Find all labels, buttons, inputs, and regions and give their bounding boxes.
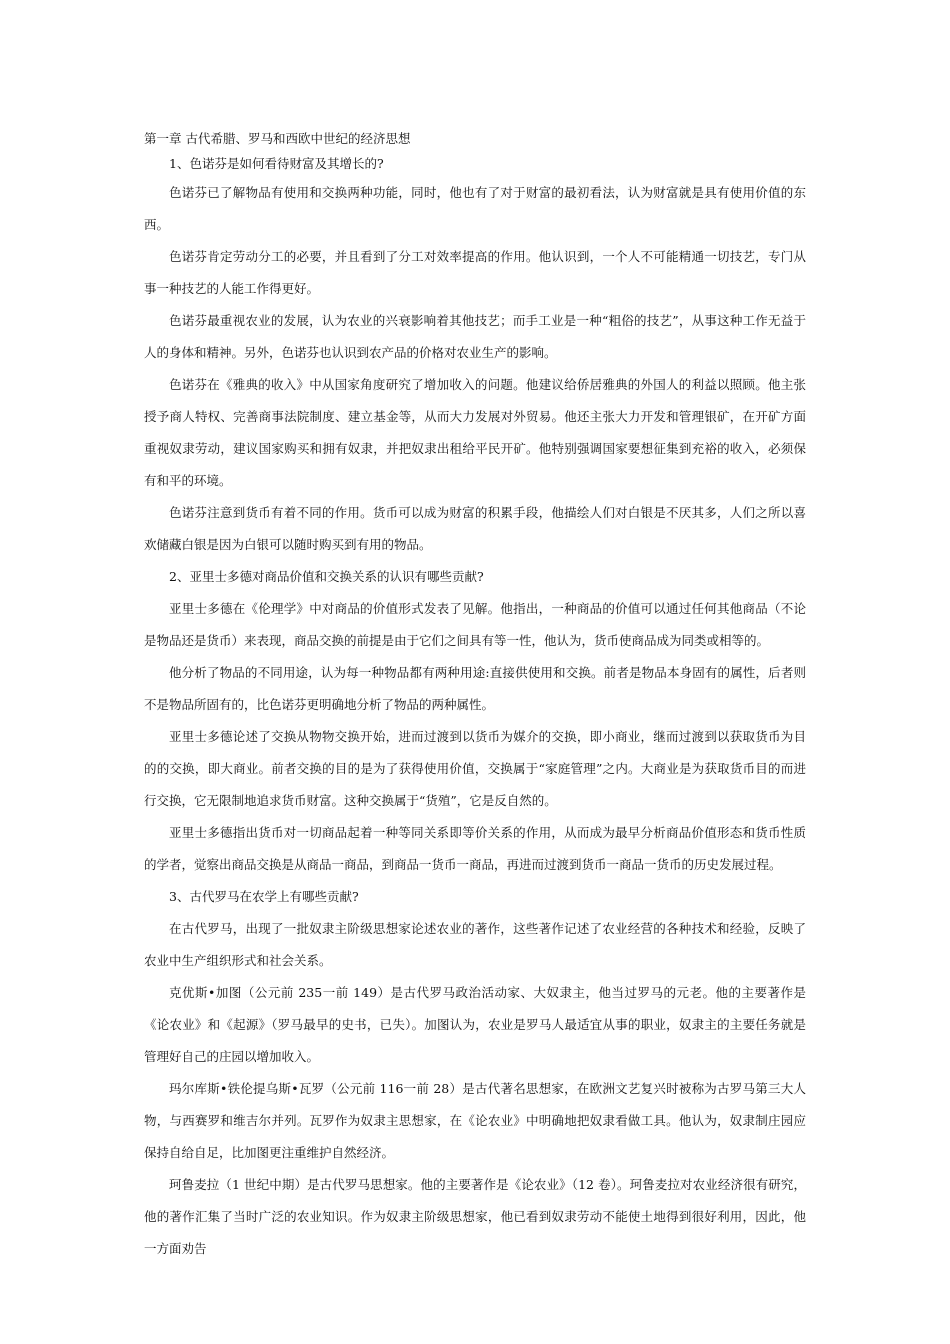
paragraph: 色诺芬在《雅典的收入》中从国家角度研究了增加收入的问题。他建议给侨居雅典的外国人的利益以照顾。他主张授予商人特权、完善商事法院制度、建立基金等，从而大力发展对外贸易。他还主张大力开发和管理银矿，在开矿方面重视奴隶劳动，建议国家购买和拥有奴隶，并把奴隶出租给平民开矿。他特别强调国家要想征集到充裕的收入，必须保有和平的环境。 [144,377,806,488]
paragraph: 亚里士多德在《伦理学》中对商品的价值形式发表了见解。他指出，一种商品的价值可以通过任何其他商品（不论是物品还是货币）来表现，商品交换的前提是由于它们之间具有等一性，他认为，货币使商品成为同类或相等的。 [144,601,806,648]
paragraph: 在古代罗马，出现了一批奴隶主阶级思想家论述农业的著作，这些著作记述了农业经营的各种技术和经验，反映了农业中生产组织形式和社会关系。 [144,921,806,968]
paragraph: 他分析了物品的不同用途，认为每一种物品都有两种用途:直接供使用和交换。前者是物品本身固有的属性，后者则不是物品所固有的，比色诺芬更明确地分析了物品的两种属性。 [144,665,806,712]
paragraph: 玛尔库斯•铁伦提乌斯•瓦罗（公元前 116一前 28）是古代著名思想家，在欧洲文艺复兴时被称为古罗马第三大人物，与西赛罗和维吉尔并列。瓦罗作为奴隶主思想家，在《论农业》中明确地把奴隶看做工具。他认为，奴隶制庄园应保持自给自足，比加图更注重维护自然经济。 [144,1081,806,1160]
paragraph: 色诺芬注意到货币有着不同的作用。货币可以成为财富的积累手段，他描绘人们对白银是不厌其多，人们之所以喜欢储藏白银是因为白银可以随时购买到有用的物品。 [144,505,806,552]
paragraph: 克优斯•加图（公元前 235一前 149）是古代罗马政治活动家、大奴隶主，他当过罗马的元老。他的主要著作是《论农业》和《起源》（罗马最早的史书，已失）。加图认为，农业是罗马人最适宜从事的职业，奴隶主的主要任务就是管理好自己的庄园以增加收入。 [144,985,806,1064]
question-3-heading: 3、古代罗马在农学上有哪些贡献? [169,889,359,904]
paragraph: 色诺芬最重视农业的发展，认为农业的兴衰影响着其他技艺；而手工业是一种“粗俗的技艺”，从事这种工作无益于人的身体和精神。另外，色诺芬也认识到农产品的价格对农业生产的影响。 [144,313,806,360]
question-2-heading: 2、亚里士多德对商品价值和交换关系的认识有哪些贡献? [169,569,484,584]
paragraph: 亚里士多德指出货币对一切商品起着一种等同关系即等价关系的作用，从而成为最早分析商品价值形态和货币性质的学者，觉察出商品交换是从商品一商品，到商品一货币一商品，再进而过渡到货币一商品一货币的历史发展过程。 [144,825,806,872]
question-1-heading: 1、色诺芬是如何看待财富及其增长的? [169,156,384,171]
paragraph: 珂鲁麦拉（1 世纪中期）是古代罗马思想家。他的主要著作是《论农业》（12 卷）。珂鲁麦拉对农业经济很有研究，他的著作汇集了当时广泛的农业知识。作为奴隶主阶级思想家，他已看到奴隶劳动不能使土地得到很好利用，因此，他一方面劝告 [144,1177,806,1256]
document-body [144,127,806,1265]
chapter-title: 第一章 古代希腊、罗马和西欧中世纪的经济思想 [144,131,411,146]
paragraph: 色诺芬肯定劳动分工的必要，并且看到了分工对效率提高的作用。他认识到，一个人不可能精通一切技艺，专门从事一种技艺的人能工作得更好。 [144,249,806,296]
paragraph: 色诺芬已了解物品有使用和交换两种功能，同时，他也有了对于财富的最初看法，认为财富就是具有使用价值的东西。 [144,185,806,232]
paragraph: 亚里士多德论述了交换从物物交换开始，进而过渡到以货币为媒介的交换，即小商业，继而过渡到以获取货币为目的的交换，即大商业。前者交换的目的是为了获得使用价值，交换属于“家庭管理”之内。大商业是为获取货币目的而进行交换，它无限制地追求货币财富。这种交换属于“货殖”，它是反自然的。 [144,729,806,808]
